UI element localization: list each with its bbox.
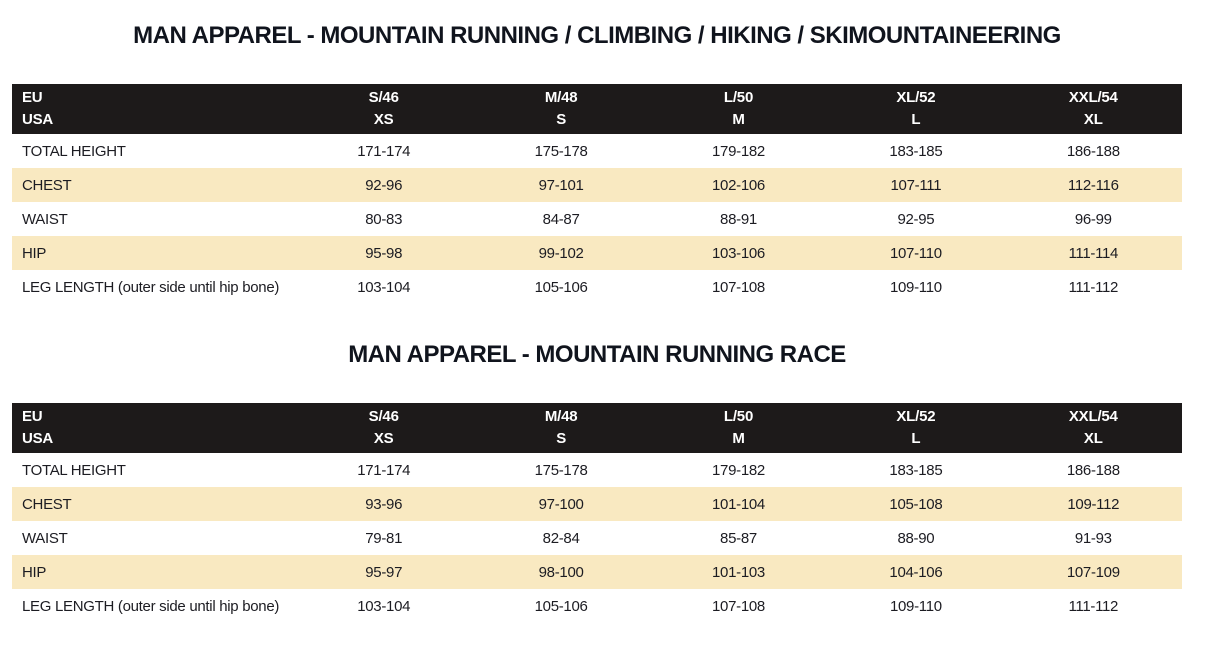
size-value-cell: 186-188 — [1005, 453, 1182, 487]
usa-label: USA — [22, 111, 54, 128]
size-value-cell: 92-95 — [827, 202, 1004, 236]
size-value-cell: 79-81 — [295, 521, 472, 555]
usa-size: M — [732, 430, 745, 447]
size-value-cell: 186-188 — [1005, 134, 1182, 168]
size-column-header — [472, 403, 649, 453]
size-value-cell: 107-108 — [650, 270, 827, 304]
size-column-header — [650, 84, 827, 134]
size-value-cell: 175-178 — [472, 453, 649, 487]
size-column-header — [827, 84, 1004, 134]
size-value-cell: 97-100 — [472, 487, 649, 521]
size-value-cell: 107-111 — [827, 168, 1004, 202]
usa-label: USA — [22, 430, 54, 447]
size-value-cell: 112-116 — [1005, 168, 1182, 202]
size-value-cell: 80-83 — [295, 202, 472, 236]
size-chart-title-1: MAN APPAREL - MOUNTAIN RUNNING / CLIMBING / HIKING / SKIMOUNTAINEERING — [133, 22, 1061, 49]
size-value-cell: 179-182 — [650, 453, 827, 487]
size-value-cell: 103-104 — [295, 270, 472, 304]
usa-size: S — [556, 430, 566, 447]
size-table-2 — [12, 403, 1182, 623]
row-label: LEG LENGTH (outer side until hip bone) — [12, 589, 295, 623]
size-value-cell: 92-96 — [295, 168, 472, 202]
size-value-cell: 171-174 — [295, 453, 472, 487]
size-column-header — [295, 84, 472, 134]
size-value-cell: 109-110 — [827, 589, 1004, 623]
eu-size: L/50 — [723, 89, 754, 106]
size-value-cell: 109-112 — [1005, 487, 1182, 521]
size-value-cell: 88-91 — [650, 202, 827, 236]
size-value-cell: 103-106 — [650, 236, 827, 270]
eu-label: EU — [22, 408, 43, 425]
size-value-cell: 101-104 — [650, 487, 827, 521]
size-value-cell: 179-182 — [650, 134, 827, 168]
usa-size: XL — [1083, 111, 1103, 128]
size-value-cell: 102-106 — [650, 168, 827, 202]
size-column-header — [650, 403, 827, 453]
usa-size: M — [732, 111, 745, 128]
usa-size: XS — [373, 111, 394, 128]
size-value-cell: 171-174 — [295, 134, 472, 168]
size-value-cell: 93-96 — [295, 487, 472, 521]
eu-size: S/46 — [368, 408, 399, 425]
size-value-cell: 101-103 — [650, 555, 827, 589]
table-1-header-region-cell — [12, 84, 295, 134]
size-value-cell: 99-102 — [472, 236, 649, 270]
size-column-header — [827, 403, 1004, 453]
row-label: TOTAL HEIGHT — [12, 453, 295, 487]
eu-size: XL/52 — [896, 408, 936, 425]
size-value-cell: 104-106 — [827, 555, 1004, 589]
row-label: TOTAL HEIGHT — [12, 134, 295, 168]
size-value-cell: 111-114 — [1005, 236, 1182, 270]
row-label: WAIST — [12, 521, 295, 555]
table-2-header-region-cell — [12, 403, 295, 453]
size-value-cell: 183-185 — [827, 453, 1004, 487]
size-value-cell: 98-100 — [472, 555, 649, 589]
eu-size: M/48 — [544, 89, 578, 106]
size-value-cell: 111-112 — [1005, 589, 1182, 623]
size-value-cell: 82-84 — [472, 521, 649, 555]
eu-size: XXL/54 — [1068, 89, 1118, 106]
eu-label: EU — [22, 89, 43, 106]
size-value-cell: 91-93 — [1005, 521, 1182, 555]
size-value-cell: 95-97 — [295, 555, 472, 589]
row-label: LEG LENGTH (outer side until hip bone) — [12, 270, 295, 304]
usa-size: XL — [1083, 430, 1103, 447]
eu-size: M/48 — [544, 408, 578, 425]
size-value-cell: 105-108 — [827, 487, 1004, 521]
usa-size: L — [911, 111, 921, 128]
size-value-cell: 107-108 — [650, 589, 827, 623]
usa-size: L — [911, 430, 921, 447]
size-value-cell: 105-106 — [472, 589, 649, 623]
usa-size: XS — [373, 430, 394, 447]
size-value-cell: 85-87 — [650, 521, 827, 555]
eu-size: L/50 — [723, 408, 754, 425]
size-value-cell: 95-98 — [295, 236, 472, 270]
row-label: CHEST — [12, 168, 295, 202]
eu-size: S/46 — [368, 89, 399, 106]
size-value-cell: 84-87 — [472, 202, 649, 236]
size-column-header — [1005, 84, 1182, 134]
eu-size: XXL/54 — [1068, 408, 1118, 425]
size-value-cell: 175-178 — [472, 134, 649, 168]
size-value-cell: 107-110 — [827, 236, 1004, 270]
size-value-cell: 111-112 — [1005, 270, 1182, 304]
row-label: HIP — [12, 555, 295, 589]
eu-size: XL/52 — [896, 89, 936, 106]
size-value-cell: 105-106 — [472, 270, 649, 304]
size-table-1 — [12, 84, 1182, 304]
row-label: CHEST — [12, 487, 295, 521]
size-column-header — [1005, 403, 1182, 453]
size-value-cell: 103-104 — [295, 589, 472, 623]
row-label: WAIST — [12, 202, 295, 236]
size-value-cell: 97-101 — [472, 168, 649, 202]
size-value-cell: 183-185 — [827, 134, 1004, 168]
size-value-cell: 107-109 — [1005, 555, 1182, 589]
size-value-cell: 96-99 — [1005, 202, 1182, 236]
usa-size: S — [556, 111, 566, 128]
size-chart-page — [0, 22, 1218, 623]
size-value-cell: 109-110 — [827, 270, 1004, 304]
size-column-header — [295, 403, 472, 453]
row-label: HIP — [12, 236, 295, 270]
size-chart-title-2: MAN APPAREL - MOUNTAIN RUNNING RACE — [348, 341, 846, 368]
size-column-header — [472, 84, 649, 134]
size-value-cell: 88-90 — [827, 521, 1004, 555]
